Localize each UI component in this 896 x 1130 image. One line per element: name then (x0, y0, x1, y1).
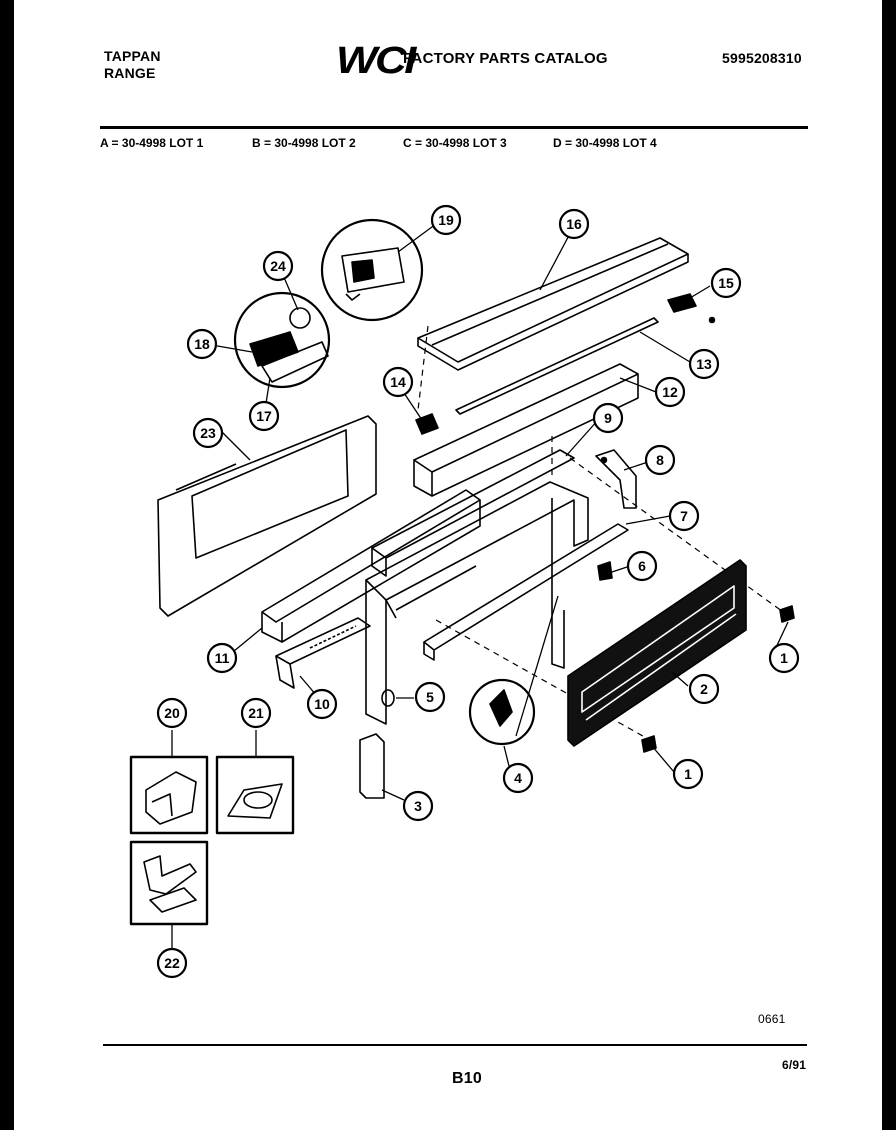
callout-label: 23 (200, 425, 216, 441)
callout-label: 16 (566, 216, 582, 232)
part-back-panel (158, 416, 376, 616)
callout-4 (504, 764, 532, 792)
drawing-code: 0661 (758, 1012, 786, 1026)
part-19-detail (322, 220, 422, 320)
leader-lines (172, 224, 788, 948)
callout-1b (674, 760, 702, 788)
callout-21 (242, 699, 270, 727)
callout-8 (646, 446, 674, 474)
callout-label: 15 (718, 275, 734, 291)
callout-20 (158, 699, 186, 727)
part-grommet (382, 690, 394, 706)
part-22-box (131, 842, 207, 924)
callout-18 (188, 330, 216, 358)
callout-label: 3 (414, 798, 422, 814)
part-control-panel (568, 560, 746, 746)
part-end-clip (668, 294, 715, 323)
callout-17 (250, 402, 278, 430)
callout-label: 11 (214, 650, 230, 666)
part-lower-rail (424, 524, 628, 660)
part-screw-top (780, 606, 794, 622)
callout-19 (432, 206, 460, 234)
callout-14 (384, 368, 412, 396)
callout-label: 1 (780, 650, 788, 666)
part-long-channel (262, 490, 480, 642)
catalog-title: FACTORY PARTS CATALOG (403, 50, 608, 67)
callout-label: 4 (514, 770, 522, 786)
part-screw-bottom (642, 736, 656, 752)
callout-11 (208, 644, 236, 672)
part-top-trim (418, 238, 688, 370)
callout-label: 9 (604, 410, 612, 426)
callout-label: 6 (638, 558, 646, 574)
product-type: RANGE (104, 65, 156, 81)
callout-22 (158, 949, 186, 977)
catalog-date: 6/91 (782, 1058, 807, 1072)
callout-label: 5 (426, 689, 434, 705)
callout-13 (690, 350, 718, 378)
part-4-detail (470, 680, 534, 744)
callout-6 (628, 552, 656, 580)
footer-rule (103, 1044, 807, 1046)
callout-label: 22 (164, 955, 180, 971)
callout-2 (690, 675, 718, 703)
callout-label: 14 (390, 374, 406, 390)
callout-label: 13 (696, 356, 712, 372)
brand-name: TAPPAN (104, 48, 161, 64)
callout-label: 20 (164, 705, 180, 721)
callout-label: 17 (256, 408, 272, 424)
callout-24 (264, 252, 292, 280)
part-side-leg (360, 734, 384, 798)
part-knob-clip (598, 562, 612, 580)
parts-17-18-24-detail (235, 293, 329, 387)
callout-1a (770, 644, 798, 672)
callout-label: 18 (194, 336, 210, 352)
page-number: B10 (452, 1070, 482, 1087)
callout-label: 19 (438, 212, 454, 228)
callout-label: 2 (700, 681, 708, 697)
callout-16 (560, 210, 588, 238)
callout-9 (594, 404, 622, 432)
part-upper-rail (372, 450, 574, 576)
part-rod (456, 318, 658, 414)
catalog-number: 5995208310 (722, 50, 802, 66)
callout-5 (416, 683, 444, 711)
lot-c: C = 30-4998 LOT 3 (403, 136, 507, 150)
part-strip (276, 618, 370, 688)
lot-d: D = 30-4998 LOT 4 (553, 136, 657, 150)
callout-label: 21 (248, 705, 264, 721)
callout-label: 7 (680, 508, 688, 524)
part-main-frame (366, 482, 588, 724)
part-21-box (217, 757, 293, 833)
callout-label: 8 (656, 452, 664, 468)
callout-23 (194, 419, 222, 447)
callout-3 (404, 792, 432, 820)
lot-a: A = 30-4998 LOT 1 (100, 136, 204, 150)
callout-7 (670, 502, 698, 530)
wci-logo: WCI (336, 40, 415, 82)
part-20-box (131, 757, 207, 833)
callout-15 (712, 269, 740, 297)
callout-12 (656, 378, 684, 406)
callout-label: 24 (270, 258, 286, 274)
lot-b: B = 30-4998 LOT 2 (252, 136, 356, 150)
callout-label: 10 (314, 696, 330, 712)
callout-10 (308, 690, 336, 718)
callout-label: 1 (684, 766, 692, 782)
part-bracket (596, 450, 636, 508)
callout-label: 12 (662, 384, 678, 400)
